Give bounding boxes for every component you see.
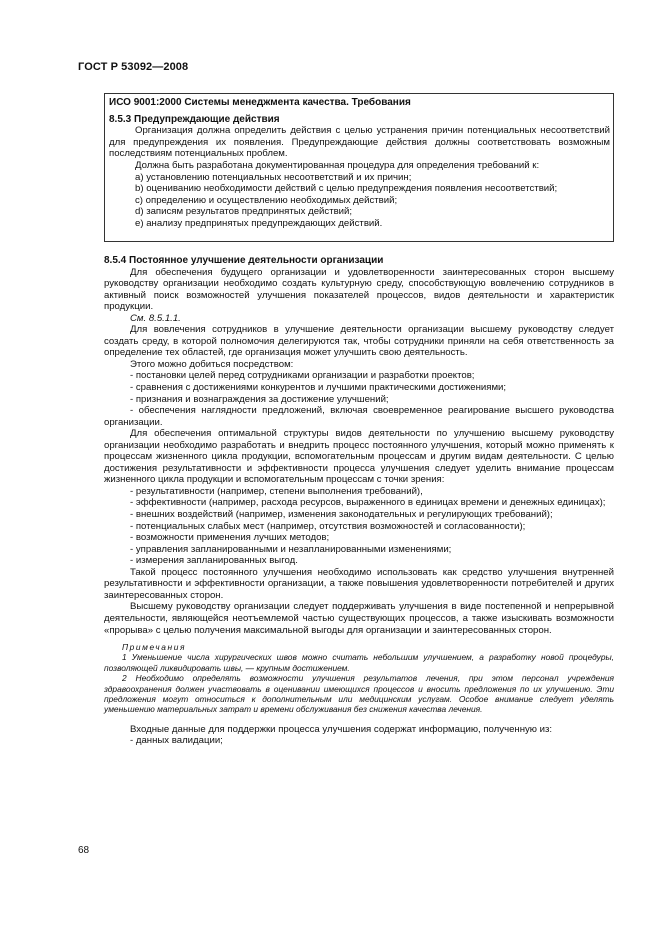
paragraph: Для обеспечения будущего организации и удовлетворенности заинтересованных сторон высшему руководству организации необходимо создать культурную среду, способствующую вовлечению сотрудников в активный поиск возможностей улучшения показателей процессов, видов деятельности и характеристик продукции. — [104, 266, 614, 313]
iso-list-item: а) установлению потенциальных несоответствий и их причин; — [135, 171, 412, 183]
list-item: - управления запланированными и незапланированными изменениями; — [130, 543, 452, 555]
iso-quote-title: ИСО 9001:2000 Системы менеджмента качества. Требования — [109, 97, 411, 108]
list-item: - потенциальных слабых мест (например, отсутствия возможностей и согласованности); — [130, 520, 526, 532]
list-item: - признания и вознаграждения за достижение улучшений; — [130, 393, 389, 405]
iso-clause-title: 8.5.3 Предупреждающие действия — [109, 113, 280, 125]
note-item: 1 Уменьшение числа хирургических швов можно считать небольшим улучшением, а разработку новой процедуры, позволяющей ликвидировать швы, — крупным достижением. — [104, 652, 614, 673]
iso-list-item: c) определению и осуществлению необходимых действий; — [135, 194, 398, 206]
notes-title: Примечания — [122, 642, 187, 653]
paragraph: Для обеспечения оптимальной структуры видов деятельности по улучшению высшему руководству организации необходимо разработать и внедрить процесс постоянного улучшения, который можно применять к процессам жизненного цикла продукции, вспомогательным процессам и другим видам деятельности. С целью достижения результативности и эффективности процесса улучшения следует уделить внимание процессам жизненного цикла продукции и вспомогательным процессам с точки зрения: — [104, 428, 614, 486]
iso-paragraph: Должна быть разработана документированная процедура для определения требований к: — [135, 159, 540, 171]
list-item: - сравнения с достижениями конкурентов и лучшими практическими достижениями; — [130, 382, 507, 394]
iso-list-item: e) анализу предпринятых предупреждающих действий. — [135, 217, 383, 229]
cross-reference: См. 8.5.1.1. — [130, 312, 181, 324]
section-title: 8.5.4 Постоянное улучшение деятельности организации — [104, 255, 384, 266]
list-item: - обеспечения наглядности предложений, включая своевременное реагирование высшего руководства организации. — [104, 405, 614, 428]
paragraph: Для вовлечения сотрудников в улучшение деятельности организации высшему руководству следует создать среду, в которой полномочия делегируются так, чтобы сотрудники приняли на себя ответственность за определение тех областей, где организация может улучшить свою деятельность. — [104, 324, 614, 359]
iso-paragraph: Организация должна определить действия с целью устранения причин потенциальных несоответствий для предупреждения их появления. Предупреждающие действия должны соответствовать возможным последствиям потенциальных проблем. — [109, 125, 610, 160]
iso-quote-box — [104, 93, 614, 242]
paragraph: Этого можно добиться посредством: — [130, 358, 294, 370]
list-item: - измерения запланированных выгод. — [130, 555, 298, 567]
notes-block — [104, 642, 614, 715]
list-item: - постановки целей перед сотрудниками организации и разработки проектов; — [130, 370, 475, 382]
list-item: - внешних воздействий (например, изменения законодательных и регулирующих требований); — [130, 509, 553, 521]
page-number: 68 — [78, 845, 90, 856]
list-item: - данных валидации; — [130, 735, 223, 747]
paragraph: Высшему руководству организации следует поддерживать улучшения в виде постепенной и непрерывной деятельности, являющейся неотъемлемой частью существующих процессов, а также изыскивать возможности «прорыва» с целью получения максимальной выгоды для организации и заинтересованных сторон. — [104, 601, 614, 636]
list-item: - эффективности (например, расхода ресурсов, выраженного в единицах времени и денежных единицах); — [130, 497, 606, 509]
list-item: - возможности применения лучших методов; — [130, 532, 330, 544]
paragraph: Входные данные для поддержки процесса улучшения содержат информацию, полученную из: — [130, 723, 553, 735]
note-item: 2 Необходимо определять возможности улучшения результатов лечения, при этом персонал учреждения здравоохранения должен участвовать в оценивании имеющихся процессов и вносить предложения по их улучшению. Эти предложения могут относиться к дополнительным или медицинским услугам. Особое внимание следует уделять уменьшению материальных затрат и времени обслуживания без снижения качества лечения. — [104, 673, 614, 715]
iso-list-item: b) оцениванию необходимости действий с целью предупреждения появления несоответствий; — [135, 183, 558, 195]
iso-quote-content — [109, 97, 610, 230]
standard-header: ГОСТ Р 53092—2008 — [78, 61, 189, 73]
paragraph: Такой процесс постоянного улучшения необходимо использовать как средство улучшения внутренней результативности и эффективности организации, а также повышения удовлетворенности потребителей и других заинтересованных сторон. — [104, 566, 614, 601]
list-item: - результативности (например, степени выполнения требований), — [130, 485, 423, 497]
section-content — [104, 255, 614, 747]
iso-list-item: d) записям результатов предпринятых действий; — [135, 206, 353, 218]
